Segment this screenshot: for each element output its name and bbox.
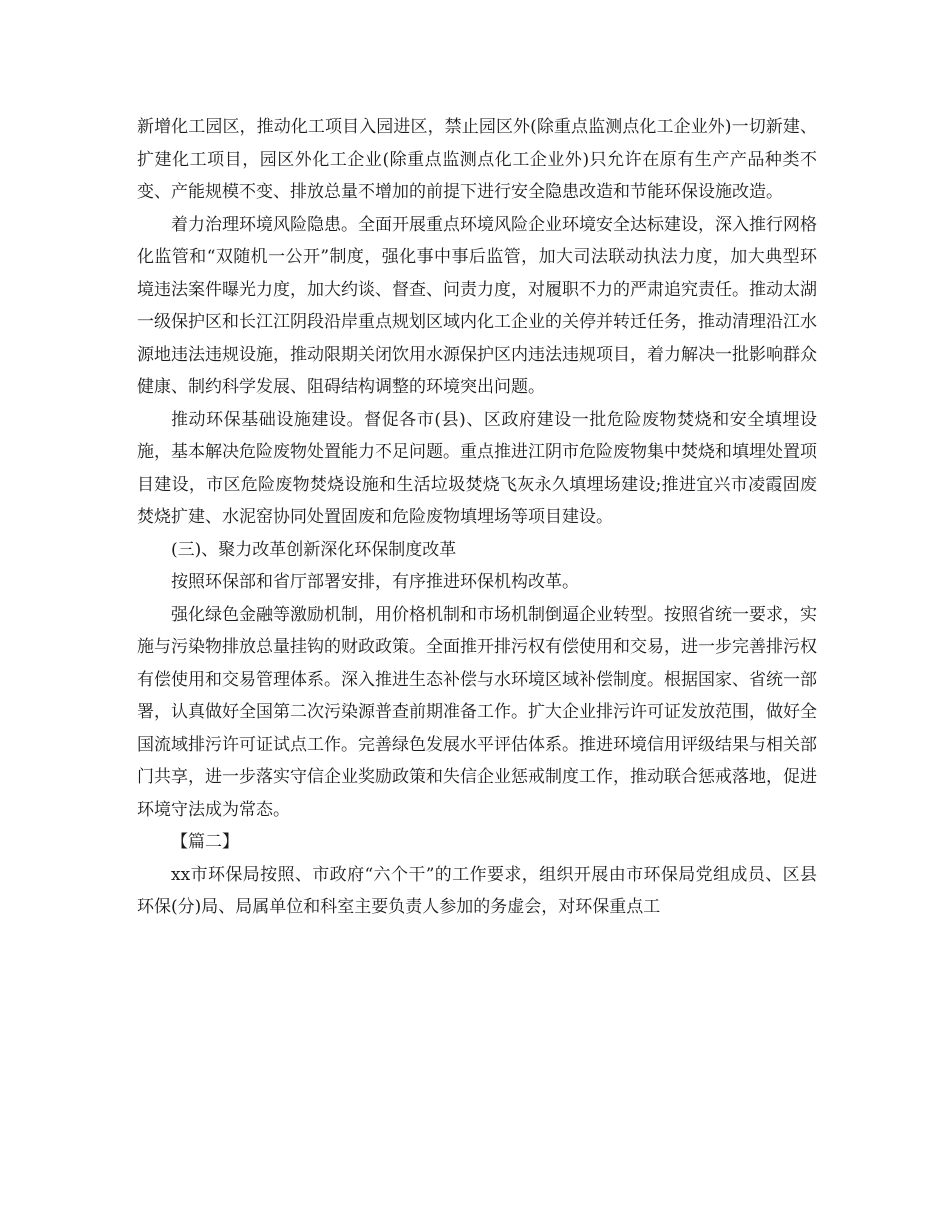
paragraph-environmental-risk: 着力治理环境风险隐患。全面开展重点环境风险企业环境安全达标建设，深入推行网格化监管和“双随机一公开”制度，强化事中事后监管，加大司法联动执法力度，加大典型环境违法案件曝光力度，加大约谈、督查、问责力度，对履职不力的严肃追究责任。推动太湖一级保护区和长江江阴段沿岸重点规划区域内化工企业的关停并转迁任务，推动清理沿江水源地违法违规设施，推动限期关闭饮用水源保护区内违法违规项目，着力解决一批影响群众健康、制约科学发展、阻碍结构调整的环境突出问题。	[137, 214, 817, 397]
paragraph-part-two-intro: xx市环保局按照、市政府“六个干”的工作要求，组织开展由市环保局党组成员、区县环保(分)局、局属单位和科室主要负责人参加的务虚会，对环保重点工	[137, 864, 817, 917]
paragraph-continuation: 新增化工园区，推动化工项目入园进区，禁止园区外(除重点监测点化工企业外)一切新建、扩建化工项目，园区外化工企业(除重点监测点化工企业外)只允许在原有生产产品种类不变、产能规模不变、排放总量不增加的前提下进行安全隐患改造和节能环保设施改造。	[137, 117, 817, 202]
section-heading-part-two: 【篇二】	[171, 832, 239, 852]
paragraph-agency-reform: 按照环保部和省厅部署安排，有序推进环保机构改革。	[171, 572, 579, 592]
document-body	[137, 111, 817, 924]
paragraph-infrastructure: 推动环保基础设施建设。督促各市(县)、区政府建设一批危险废物焚烧和安全填埋设施，基本解决危险废物处置能力不足问题。重点推进江阴市危险废物集中焚烧和填埋处置项目建设，市区危险废物焚烧设施和生活垃圾焚烧飞灰永久填埋场建设;推进宜兴市凌霞固废焚烧扩建、水泥窑协同处置固废和危险废物填埋场等项目建设。	[137, 409, 817, 527]
paragraph-incentive-mechanism: 强化绿色金融等激励机制，用价格机制和市场机制倒逼企业转型。按照省统一要求，实施与污染物排放总量挂钩的财政政策。全面推开排污权有偿使用和交易，进一步完善排污权有偿使用和交易管理体系。深入推进生态补偿与水环境区域补偿制度。根据国家、省统一部署，认真做好全国第二次污染源普查前期准备工作。扩大企业排污许可证发放范围，做好全国流域排污许可证试点工作。完善绿色发展水平评估体系。推进环境信用评级结果与相关部门共享，进一步落实守信企业奖励政策和失信企业惩戒制度工作，推动联合惩戒落地，促进环境守法成为常态。	[137, 604, 817, 820]
section-heading-reform: (三)、聚力改革创新深化环保制度改革	[171, 539, 457, 560]
